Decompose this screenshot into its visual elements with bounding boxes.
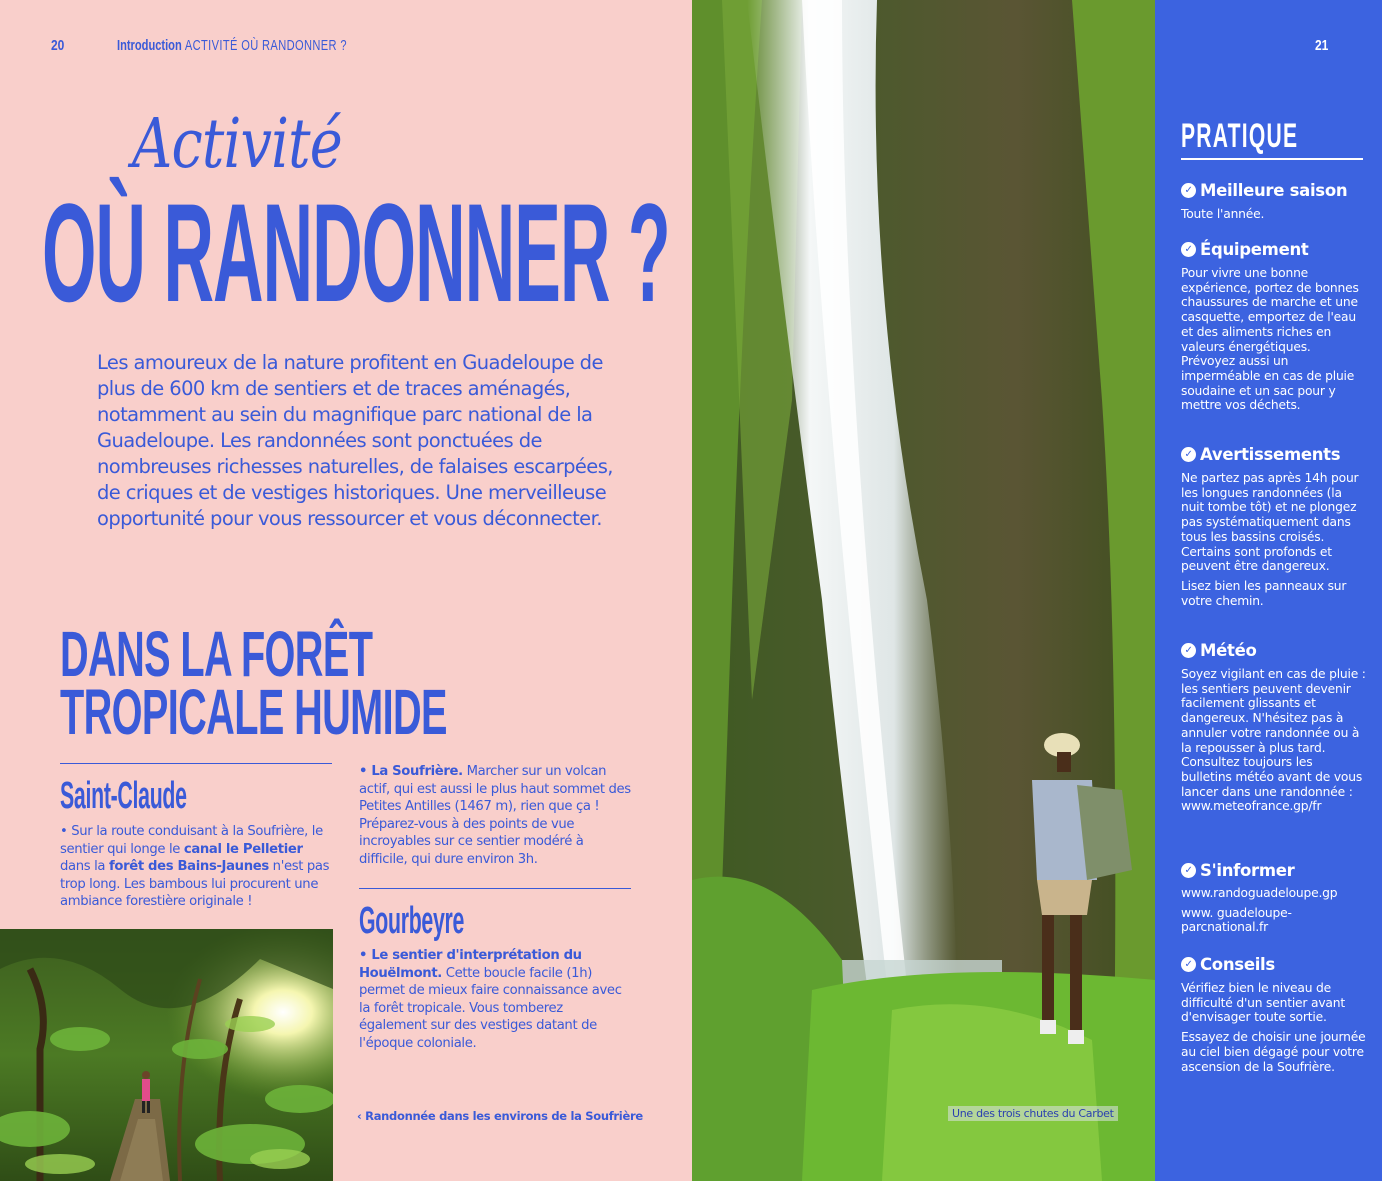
subheading-gourbeyre: Gourbeyre xyxy=(359,900,465,942)
sidebar-heading-equipement: ✓ Équipement xyxy=(1181,240,1309,259)
page-title: OÙ RANDONNER ? xyxy=(42,174,670,331)
check-icon: ✓ xyxy=(1181,447,1196,462)
divider-saint-claude xyxy=(60,763,332,764)
sidebar-heading-avertissements: ✓ Avertissements xyxy=(1181,445,1340,464)
check-icon: ✓ xyxy=(1181,183,1196,198)
soufriere-text: • La Soufrière. Marcher sur un volcan actif, qui est aussi le plus haut sommet des Petites Antilles (1467 m), rien que ça ! Préparez-vous à des points de vue incroyables sur ce sentier modéré à difficile, qui dure environ 3h. xyxy=(359,764,631,867)
divider-gourbeyre xyxy=(359,888,631,889)
page-number-right: 21 xyxy=(1315,37,1329,54)
section-heading xyxy=(60,618,447,748)
section-heading-line-1: DANS LA FORÊT xyxy=(60,618,373,690)
sidebar-text-sinformer xyxy=(1181,886,1366,935)
intro-paragraph: Les amoureux de la nature profitent en Guadeloupe de plus de 600 km de sentiers et de traces aménagés, notamment au sein du magnifique parc national de la Guadeloupe. Les randonnées sont ponctuées de nombreuses richesses naturelles, de falaises escarpées, de criques et de vestiges historiques. Une merveilleuse opportunité pour vous ressourcer et vous déconnecter. xyxy=(97,351,613,530)
sidebar-title-rule xyxy=(1181,158,1363,160)
running-head-title: ACTIVITÉ OÙ RANDONNER ? xyxy=(184,37,347,54)
waterfall-caption: Une des trois chutes du Carbet xyxy=(948,1106,1118,1121)
check-icon: ✓ xyxy=(1181,863,1196,878)
check-icon: ✓ xyxy=(1181,643,1196,658)
check-icon: ✓ xyxy=(1181,242,1196,257)
sidebar-heading-saison: ✓ Meilleure saison xyxy=(1181,181,1347,200)
gourbeyre-text: • Le sentier d'interprétation du Houëlmont. Cette boucle facile (1h) permet de mieux faire connaissance avec la forêt tropicale. Vous tomberez également sur des vestiges datant de l'époque coloniale. xyxy=(359,948,622,1051)
running-head-section: Introduction xyxy=(117,37,182,54)
title-script: Activité xyxy=(132,105,342,184)
link-randoguadeloupe[interactable]: www.randoguadeloupe.gp xyxy=(1181,886,1338,900)
section-heading-line-2: TROPICALE HUMIDE xyxy=(60,676,447,748)
link-parcnational[interactable]: www. guadeloupe-parcnational.fr xyxy=(1181,905,1292,935)
sidebar-heading-conseils: ✓ Conseils xyxy=(1181,955,1275,974)
subheading-saint-claude: Saint-Claude xyxy=(60,775,187,817)
page-number-left: 20 xyxy=(51,37,65,54)
check-icon: ✓ xyxy=(1181,957,1196,972)
pratique-sidebar xyxy=(1155,0,1382,1181)
sidebar-heading-meteo: ✓ Météo xyxy=(1181,641,1257,660)
photo-caption-left: ‹ Randonnée dans les environs de la Soufrière xyxy=(357,1109,643,1123)
sidebar-title: PRATIQUE xyxy=(1181,117,1299,155)
sidebar-text-equipement: Pour vivre une bonne expérience, portez de bonnes chaussures de marche et une casquette, emportez de l'eau et des aliments riches en valeurs énergétiques. Prévoyez aussi un imperméable en cas de pluie soudaine et un sac pour y mettre vos déchets. xyxy=(1181,266,1359,413)
sidebar-text-conseils: Vérifiez bien le niveau de difficulté d'un sentier avant d'envisager toute sortie. Essayez de choisir une journée au ciel bien dégagé pour votre ascension de la Soufrière. xyxy=(1181,981,1366,1074)
saint-claude-text: • Sur la route conduisant à la Soufrière, le sentier qui longe le canal le Pelletier dans la forêt des Bains-Jaunes n'est pas trop long. Les bambous lui procurent une ambiance forestière originale ! xyxy=(60,824,330,909)
sidebar-heading-sinformer: ✓ S'informer xyxy=(1181,861,1295,880)
running-head xyxy=(117,37,347,54)
sidebar-text-saison: Toute l'année. xyxy=(1181,207,1265,221)
sidebar-text-avertissements: Ne partez pas après 14h pour les longues randonnées (la nuit tombe tôt) et ne plongez pas systématiquement dans tous les bassins croisés. Certains sont profonds et peuvent être dangereux. Lisez bien les panneaux sur votre chemin. xyxy=(1181,471,1359,608)
waterfall-photo xyxy=(692,0,1155,1181)
sidebar-text-meteo: Soyez vigilant en cas de pluie : les sentiers peuvent devenir facilement glissants et dangereux. N'hésitez pas à annuler votre randonnée ou à la repousser à plus tard. Consultez toujours les bulletins météo avant de vous lancer dans une randonnée : www.meteofrance.gp/fr xyxy=(1181,667,1366,814)
forest-hike-photo xyxy=(0,929,333,1181)
